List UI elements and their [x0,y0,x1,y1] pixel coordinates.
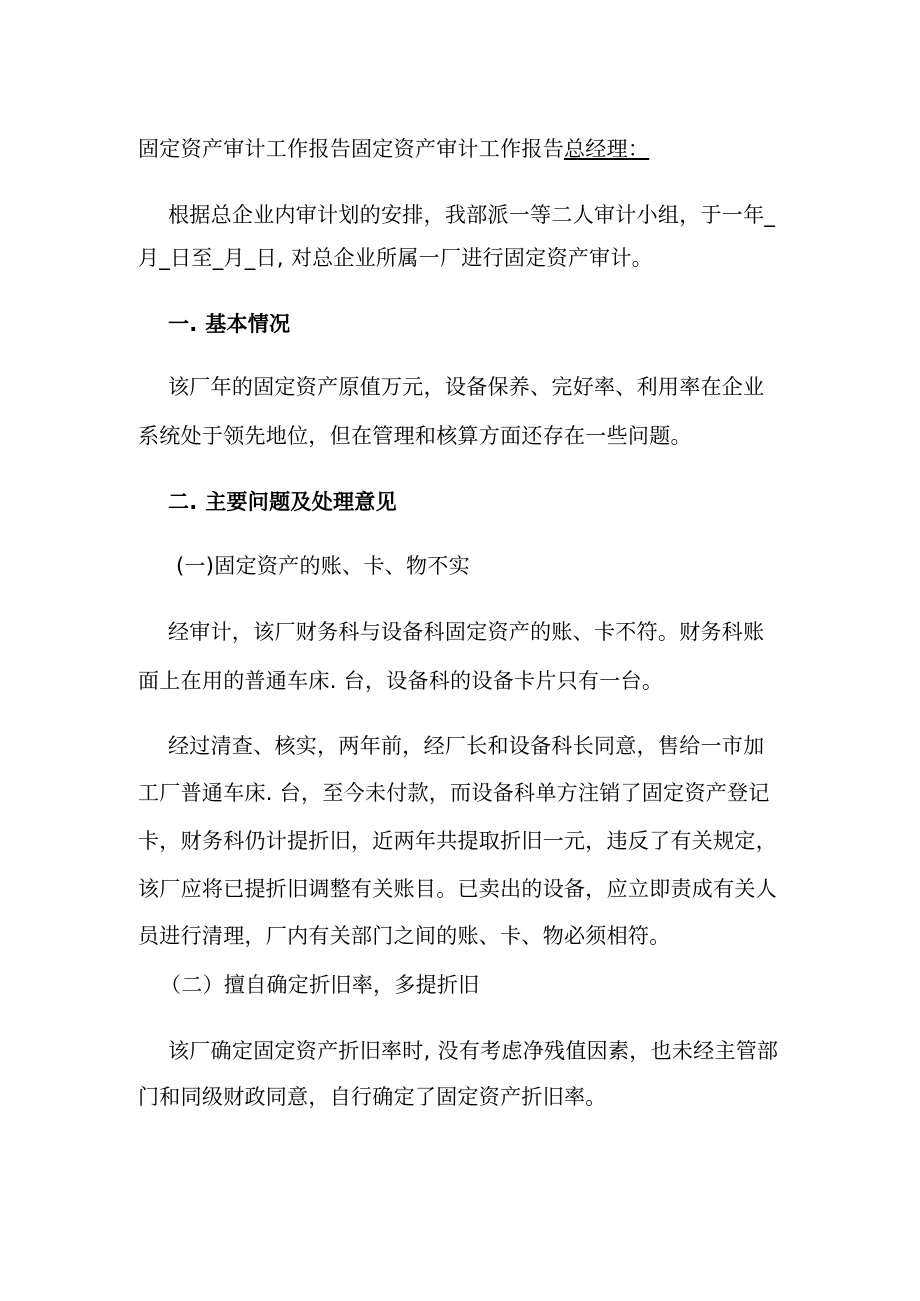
document-title [138,137,649,161]
title-text: 固定资产审计工作报告固定资产审计工作报告 [138,137,564,161]
intro-line-2: 月_日至_月_日, 对总企业所属一厂进行固定资产审计。 [138,246,653,270]
verify-para-line-3: 卡，财务科仍计提折旧，近两年共提取折旧一元，违反了有关规定， [138,829,777,853]
verify-para-line-2: 工厂普通车床. 台，至今未付款，而设备科单方注销了固定资产登记 [138,781,770,805]
basic-info-line-1: 该厂年的固定资产原值万元，设备保养、完好率、利用率在企业 [168,375,765,399]
subheading-assets-mismatch: (一)固定资产的账、卡、物不实 [176,554,470,578]
audit-para-line-2: 面上在用的普通车床. 台，设备科的设备卡片只有一台。 [138,669,664,693]
audit-para-line-1: 经审计，该厂财务科与设备科固定资产的账、卡不符。财务科账 [168,620,765,644]
subheading-depreciation-rate: （二）擅自确定折旧率，多提折旧 [160,973,480,997]
depreciation-para-line-1: 该厂确定固定资产折旧率时, 没有考虑净残值因素，也未经主管部 [168,1039,779,1063]
section-heading-main-issues: 二. 主要问题及处理意见 [168,490,397,514]
verify-para-line-4: 该厂应将已提折旧调整有关账目。已卖出的设备，应立即责成有关人 [138,877,777,901]
section-heading-basic-info: 一. 基本情况 [168,312,291,336]
verify-para-line-5: 员进行清理，厂内有关部门之间的账、卡、物必须相符。 [138,924,671,948]
intro-line-1: 根据总企业内审计划的安排，我部派一等二人审计小组，于一年_ [168,203,776,227]
verify-para-line-1: 经过清查、核实，两年前，经厂长和设备科长同意，售给一市加 [168,734,765,758]
depreciation-para-line-2: 门和同级财政同意，自行确定了固定资产折旧率。 [138,1085,607,1109]
basic-info-line-2: 系统处于领先地位，但在管理和核算方面还存在一些问题。 [138,424,692,448]
salutation: 总经理： [564,137,650,161]
